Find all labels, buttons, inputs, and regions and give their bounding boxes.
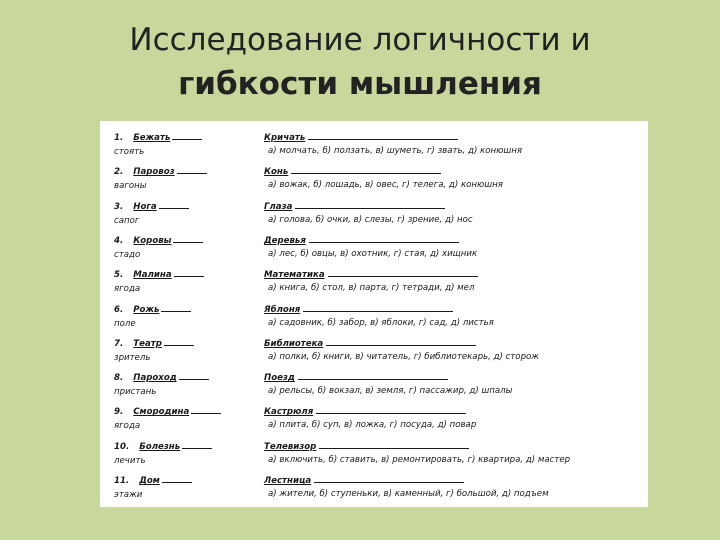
pair-word-b: пристань — [114, 387, 157, 398]
answer-block — [264, 303, 644, 328]
answer-options: а) лес, б) овцы, в) охотник, г) стая, д) хищник — [268, 248, 478, 259]
answer-line — [314, 474, 464, 483]
pair-word-b: ягода — [114, 284, 141, 295]
target-word: Конь — [264, 167, 289, 178]
target-word: Поезд — [264, 373, 295, 384]
item-number: 5. — [114, 270, 124, 281]
answer-options: а) включить, б) ставить, в) ремонтировать, г) квартира, д) мастер — [268, 454, 571, 465]
pair-blank — [177, 165, 207, 174]
item-number: 10. — [114, 441, 130, 452]
answer-block — [264, 474, 644, 499]
test-item-row — [100, 262, 648, 295]
pair-word-b: ягода — [114, 421, 141, 432]
pair-word-a: Смородина — [133, 407, 190, 418]
test-item-row — [100, 125, 648, 158]
answer-line — [303, 303, 453, 312]
pair-blank — [182, 440, 212, 449]
target-word: Лестница — [264, 476, 312, 486]
answer-block — [264, 405, 644, 430]
item-number: 7. — [114, 338, 124, 349]
analogy-pair — [114, 440, 254, 466]
answer-options: а) рельсы, б) вокзал, в) земля, г) пассажир, д) шпалы — [268, 386, 513, 397]
answer-options: а) плита, б) суп, в) ложка, г) посуда, д) повар — [268, 420, 477, 431]
analogy-pair — [114, 234, 254, 260]
pair-word-a: Театр — [133, 338, 162, 349]
target-word: Деревья — [264, 235, 306, 246]
answer-line — [326, 337, 476, 346]
item-number: 8. — [114, 373, 124, 384]
pair-blank — [191, 405, 221, 414]
test-sheet — [100, 121, 648, 507]
analogy-pair — [114, 405, 254, 431]
answer-block — [264, 165, 644, 190]
pair-word-a: Малина — [133, 270, 172, 281]
answer-options: а) садовник, б) забор, в) яблоки, г) сад, д) листья — [268, 317, 494, 328]
answer-block — [264, 131, 644, 156]
item-number: 4. — [114, 235, 124, 246]
test-item-row — [100, 434, 648, 467]
pair-blank — [173, 234, 203, 243]
pair-blank — [172, 131, 202, 140]
answer-options: а) полки, б) книги, в) читатель, г) библиотекарь, д) сторож — [268, 351, 540, 362]
item-number: 3. — [114, 201, 124, 212]
test-item-row — [100, 365, 648, 398]
item-number: 6. — [114, 304, 124, 315]
pair-blank — [179, 371, 209, 380]
test-item-row — [100, 399, 648, 432]
answer-line — [298, 371, 448, 380]
answer-block — [264, 337, 644, 362]
item-number: 9. — [114, 407, 124, 418]
item-number: 11. — [114, 476, 130, 486]
title-line-2: гибкости мышления — [178, 66, 542, 102]
pair-word-b: лечить — [114, 455, 146, 466]
test-item-row — [100, 468, 648, 501]
pair-blank — [159, 200, 189, 209]
analogy-pair — [114, 337, 254, 363]
pair-blank — [161, 303, 191, 312]
pair-word-a: Дом — [139, 476, 160, 486]
target-word: Яблоня — [264, 304, 301, 315]
pair-word-a: Паровоз — [133, 167, 175, 178]
analogy-pair — [114, 268, 254, 294]
test-item-row — [100, 297, 648, 330]
item-number: 1. — [114, 133, 124, 143]
analogy-pair — [114, 165, 254, 191]
pair-word-a: Нога — [133, 201, 157, 212]
answer-options: а) молчать, б) ползать, в) шуметь, г) звать, д) конюшня — [268, 146, 523, 156]
pair-blank — [174, 268, 204, 277]
target-word: Кастрюля — [264, 407, 314, 418]
pair-word-b: зритель — [114, 352, 151, 363]
answer-line — [316, 405, 466, 414]
slide-title — [0, 18, 720, 106]
item-number: 2. — [114, 167, 124, 178]
answer-options: а) книга, б) стол, в) парта, г) тетради, д) мел — [268, 283, 475, 294]
answer-line — [328, 268, 478, 277]
answer-block — [264, 234, 644, 259]
target-word: Библиотека — [264, 338, 324, 349]
pair-word-b: сапог — [114, 215, 140, 226]
analogy-pair — [114, 474, 254, 500]
target-word: Кричать — [264, 133, 306, 143]
target-word: Математика — [264, 270, 325, 281]
answer-line — [291, 165, 441, 174]
pair-word-a: Рожь — [133, 304, 160, 315]
analogy-pair — [114, 303, 254, 329]
answer-options: а) жители, б) ступеньки, в) каменный, г) большой, д) подъем — [268, 489, 549, 499]
analogy-pair — [114, 371, 254, 397]
test-item-row — [100, 228, 648, 261]
analogy-pair — [114, 131, 254, 157]
answer-line — [319, 440, 469, 449]
answer-line — [295, 200, 445, 209]
pair-word-b: вагоны — [114, 181, 147, 192]
pair-blank — [164, 337, 194, 346]
pair-word-b: поле — [114, 318, 136, 329]
answer-block — [264, 440, 644, 465]
test-item-row — [100, 159, 648, 192]
target-word: Телевизор — [264, 441, 317, 452]
test-item-row — [100, 331, 648, 364]
test-item-row — [100, 194, 648, 227]
answer-block — [264, 200, 644, 225]
answer-block — [264, 371, 644, 396]
title-line-1: Исследование логичности и — [129, 22, 591, 58]
answer-line — [309, 234, 459, 243]
pair-word-a: Коровы — [133, 235, 172, 246]
pair-blank — [162, 474, 192, 483]
answer-line — [308, 131, 458, 140]
pair-word-a: Болезнь — [139, 441, 181, 452]
pair-word-b: этажи — [114, 490, 143, 500]
pair-word-b: стоять — [114, 147, 145, 157]
answer-options: а) вожак, б) лошадь, в) овес, г) телега, д) конюшня — [268, 180, 503, 191]
pair-word-b: стадо — [114, 249, 141, 260]
answer-block — [264, 268, 644, 293]
target-word: Глаза — [264, 201, 293, 212]
analogy-pair — [114, 200, 254, 226]
pair-word-a: Бежать — [133, 133, 171, 143]
pair-word-a: Пароход — [133, 373, 177, 384]
answer-options: а) голова, б) очки, в) слезы, г) зрение, д) нос — [268, 214, 473, 225]
